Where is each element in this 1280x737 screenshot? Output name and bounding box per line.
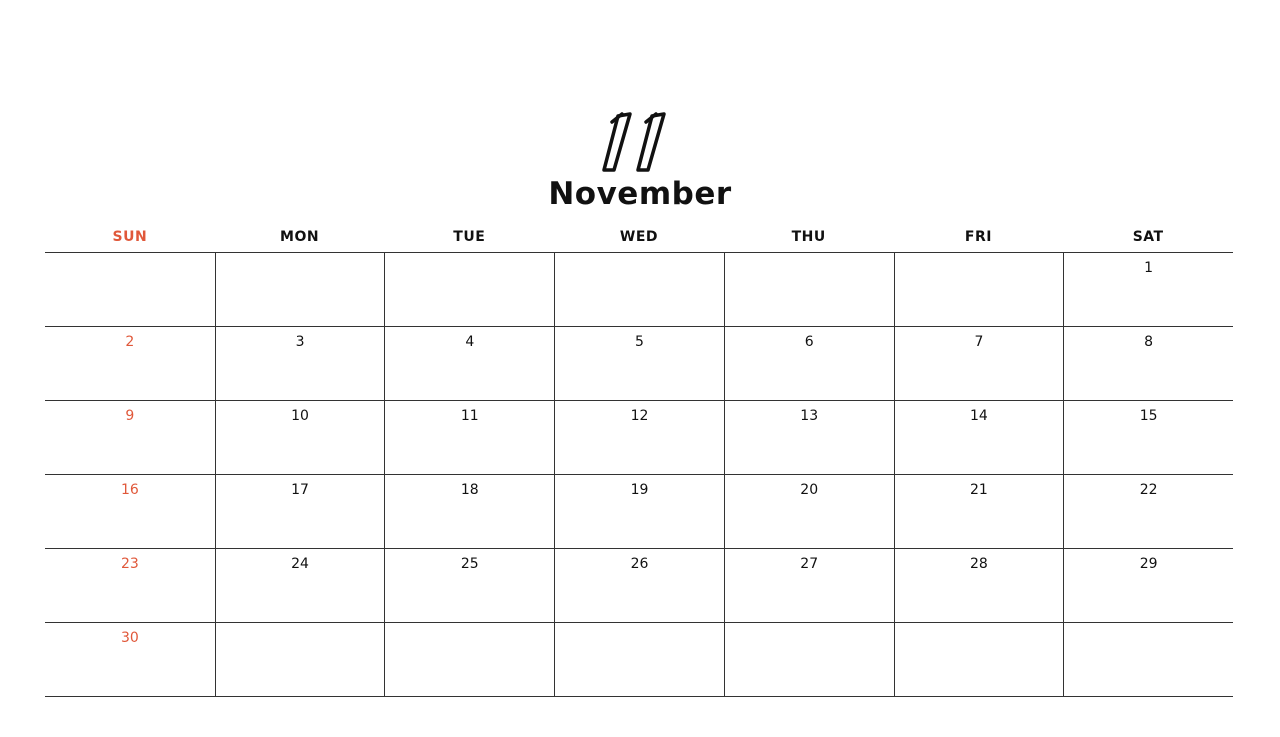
day-number: 18 [460,482,479,498]
day-cell[interactable] [894,327,1064,401]
day-cell[interactable] [215,253,385,327]
weekday-fri: FRI [964,229,992,245]
day-cell[interactable] [724,401,894,475]
day-cell[interactable] [384,327,554,401]
day-number: 19 [630,482,649,498]
day-cell[interactable] [215,623,385,697]
day-cell[interactable] [45,549,215,623]
day-cell[interactable] [1063,475,1233,549]
day-number: 14 [970,408,988,424]
day-cell[interactable] [724,623,894,697]
weekday-sat: SAT [1132,229,1164,245]
day-number: 30 [120,630,139,646]
day-cell[interactable] [554,253,724,327]
day-cell[interactable] [724,327,894,401]
day-cell[interactable] [554,401,724,475]
day-number: 13 [800,408,819,424]
day-number: 29 [1139,556,1158,572]
day-cell[interactable] [45,475,215,549]
day-cell[interactable] [1063,401,1233,475]
day-cell[interactable] [384,475,554,549]
day-number: 1 [1144,260,1154,276]
weekday-mon: MON [280,229,320,245]
day-cell[interactable] [384,549,554,623]
calendar-grid [45,252,1233,697]
day-number: 26 [630,556,649,572]
day-cell[interactable] [724,253,894,327]
day-cell[interactable] [45,253,215,327]
month-name: November [548,176,732,212]
day-number: 22 [1139,482,1158,498]
day-cell[interactable] [894,623,1064,697]
weekday-sun: SUN [112,229,148,245]
day-number: 2 [125,334,135,350]
day-cell[interactable] [1063,549,1233,623]
day-number: 11 [460,408,479,424]
day-cell[interactable] [384,253,554,327]
day-number: 20 [800,482,819,498]
day-cell[interactable] [384,623,554,697]
day-cell[interactable] [894,549,1064,623]
day-number: 21 [970,482,988,498]
day-cell[interactable] [1063,253,1233,327]
weekday-thu: THU [791,229,826,245]
day-number: 5 [635,334,644,350]
day-number: 9 [125,408,135,424]
day-number: 28 [970,556,988,572]
day-number: 27 [800,556,819,572]
day-cell[interactable] [894,253,1064,327]
day-cell[interactable] [45,623,215,697]
day-cell[interactable] [554,549,724,623]
day-cell[interactable] [215,549,385,623]
day-number: 15 [1139,408,1158,424]
day-number: 25 [460,556,479,572]
day-cell[interactable] [215,475,385,549]
day-number: 3 [295,334,305,350]
day-cell[interactable] [894,401,1064,475]
day-cell[interactable] [1063,327,1233,401]
day-number: 10 [291,408,309,424]
day-cell[interactable] [554,623,724,697]
month-number-graphic [600,108,680,178]
day-number: 12 [630,408,649,424]
day-cell[interactable] [45,327,215,401]
day-cell[interactable] [384,401,554,475]
weekday-tue: TUE [453,229,486,245]
day-cell[interactable] [554,327,724,401]
weekday-header-row [45,226,1233,248]
weekday-wed: WED [619,229,659,245]
day-cell[interactable] [1063,623,1233,697]
day-cell[interactable] [724,549,894,623]
day-cell[interactable] [215,327,385,401]
day-number: 23 [120,556,139,572]
day-number: 7 [974,334,984,350]
day-cell[interactable] [554,475,724,549]
calendar-header [0,108,1280,212]
day-number: 8 [1144,334,1154,350]
day-number: 6 [804,334,814,350]
day-number: 24 [291,556,309,572]
day-number: 4 [465,334,475,350]
day-cell[interactable] [894,475,1064,549]
day-cell[interactable] [724,475,894,549]
day-cell[interactable] [215,401,385,475]
day-number: 17 [291,482,309,498]
day-number: 16 [120,482,139,498]
day-cell[interactable] [45,401,215,475]
